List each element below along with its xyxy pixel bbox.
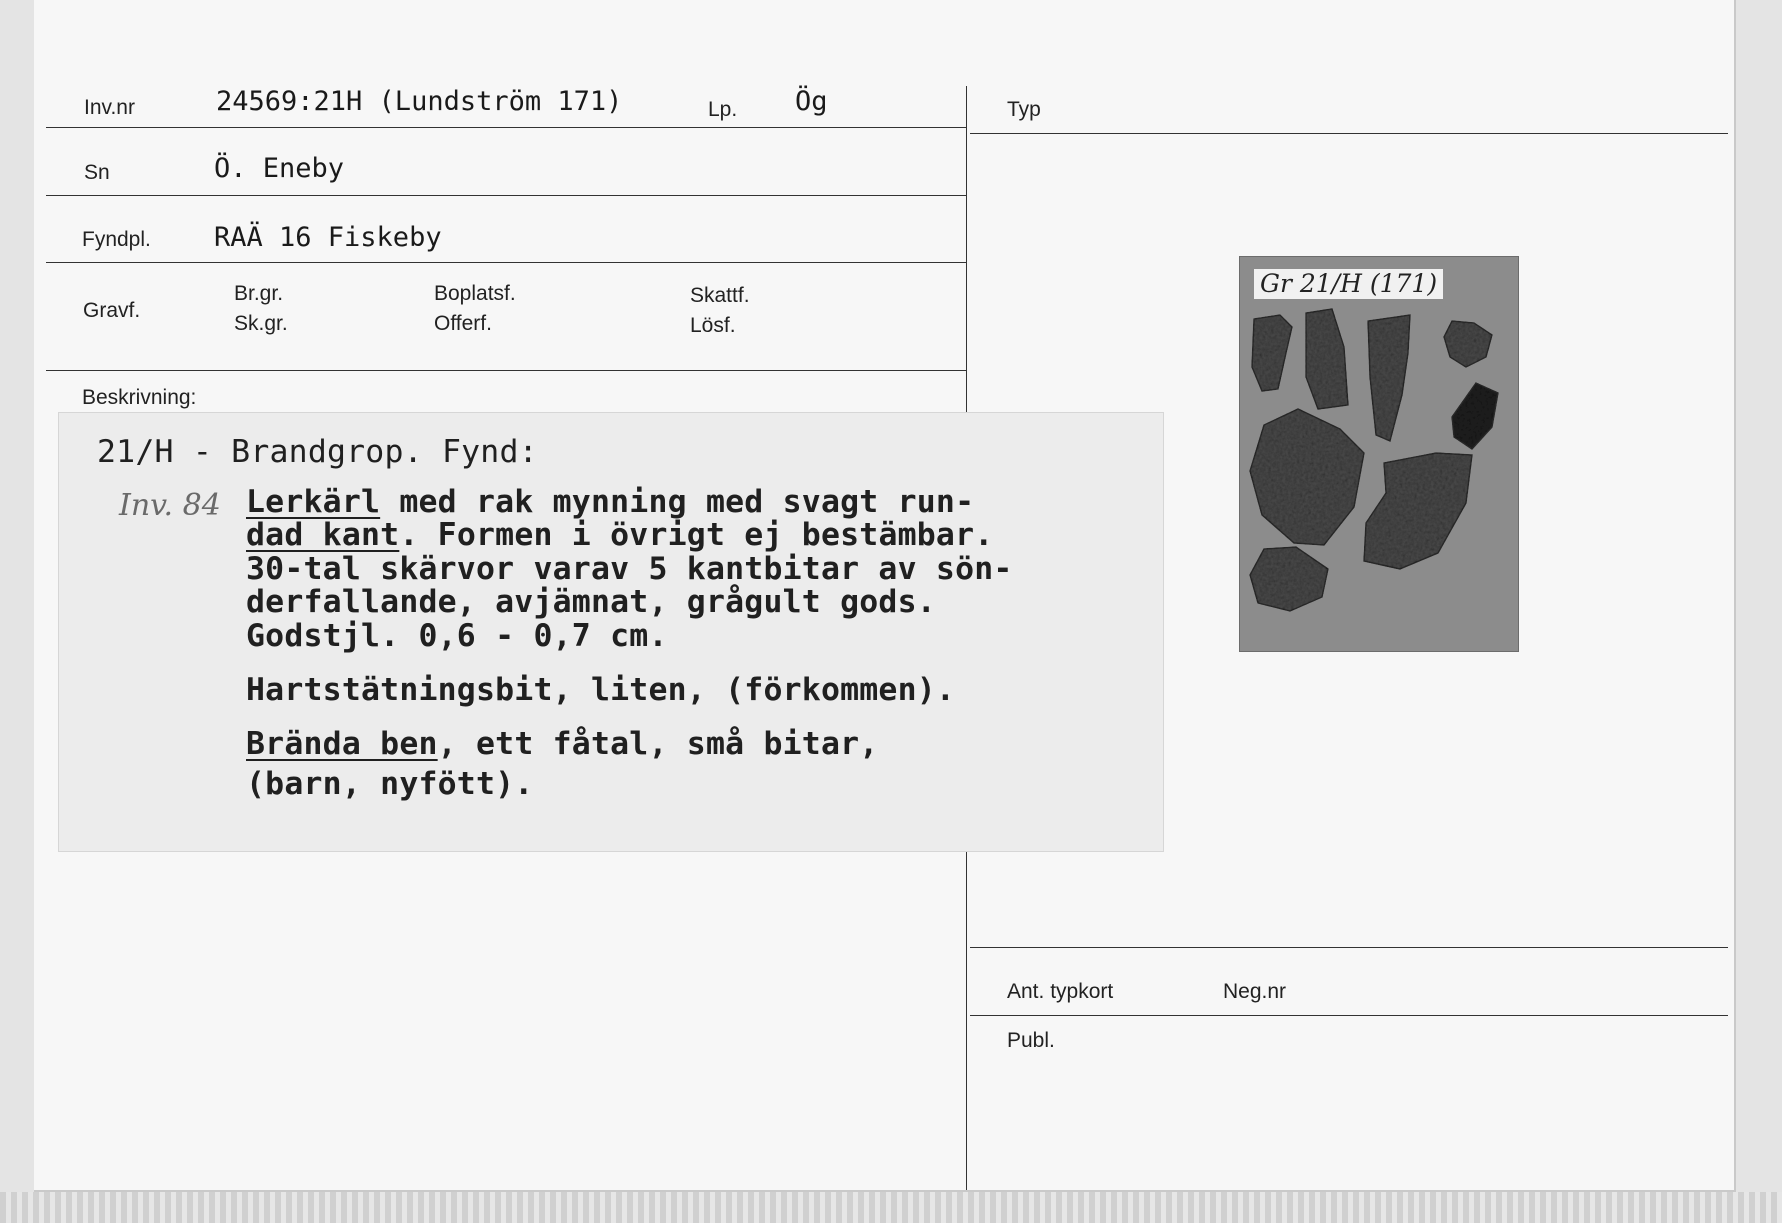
sn-value: Ö. Eneby [214,153,345,184]
sherd-2 [1306,309,1348,409]
description-line-3 [246,517,994,553]
losf-label: Lösf. [690,314,736,337]
description-line-7: Hartstätningsbit, liten, (förkommen). [246,672,956,708]
handwritten-inventory-note: Inv. 84 [119,488,221,523]
sherd-1 [1252,315,1292,391]
gravf-label: Gravf. [83,299,141,322]
entry-heading: Brandgrop. Fynd: [231,434,538,470]
sherd-8 [1250,547,1328,611]
ant-typkort-label: Ant. typkort [1007,980,1114,1003]
description-text: . Formen i övrigt ej bestämbar. [399,517,994,553]
find-branda-ben: Brända ben [246,726,438,762]
inv-nr-value: 24569:21H (Lundström 171) [216,86,623,117]
description-slip [58,412,1164,852]
sherd-7 [1364,453,1472,569]
divider-sn [46,195,966,196]
fyndpl-value: RAÄ 16 Fiskeby [214,222,442,253]
artifact-photograph [1239,256,1519,652]
brgr-label: Br.gr. [234,282,284,305]
lp-value: Ög [795,86,828,117]
sn-label: Sn [84,161,110,184]
sherd-6 [1250,409,1364,545]
description-line-5: derfallande, avjämnat, grågult gods. [246,584,936,620]
divider-inv [46,127,966,128]
fyndpl-label: Fyndpl. [82,228,151,251]
description-text: , ett fåtal, små bitar, [437,726,879,762]
divider-ant-bottom [970,1015,1728,1016]
description-text: med rak mynning med svagt run- [380,484,975,520]
lp-label: Lp. [708,98,738,121]
divider-fyndpl [46,262,966,263]
description-line-2 [246,484,975,520]
inv-nr-label: Inv.nr [84,96,135,119]
divider-typ [970,133,1728,134]
photo-label: Gr 21/H (171) [1254,269,1443,299]
divider-ant-top [970,947,1728,948]
skattf-label: Skattf. [690,284,750,307]
description-line-6: Godstjl. 0,6 - 0,7 cm. [246,618,668,654]
description-line-9: (barn, nyfött). [246,766,534,802]
divider-gravf [46,370,966,371]
skgr-label: Sk.gr. [234,312,288,335]
sherd-5 [1452,383,1498,449]
beskrivning-label: Beskrivning: [82,386,197,409]
description-line-4: 30-tal skärvor varav 5 kantbitar av sön- [246,551,1013,587]
sherd-3 [1368,315,1410,441]
boplatsf-label: Boplatsf. [434,282,516,305]
sherd-fragments-image [1240,257,1518,651]
scan-edge-strip [0,1192,1782,1223]
neg-nr-label: Neg.nr [1223,980,1287,1003]
entry-number: 21/H - [97,434,232,470]
find-kant: dad kant [246,517,400,553]
offerf-label: Offerf. [434,312,492,335]
typ-label: Typ [1007,98,1041,121]
publ-label: Publ. [1007,1029,1055,1052]
description-line-1 [97,434,538,470]
description-line-8 [246,726,879,762]
sherd-4 [1444,321,1492,367]
find-lerkarl: Lerkärl [246,484,381,520]
